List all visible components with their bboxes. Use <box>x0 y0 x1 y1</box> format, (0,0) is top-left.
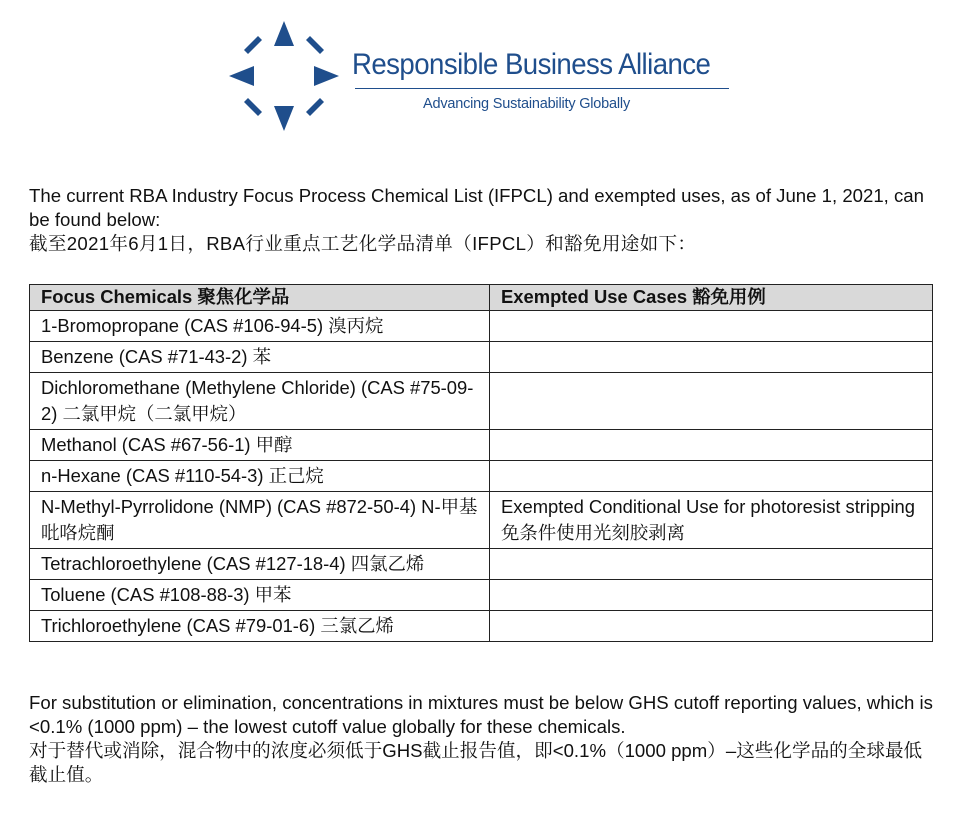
exemption-cell <box>490 611 933 642</box>
exemption-cell <box>490 580 933 611</box>
chemical-cell: Trichloroethylene (CAS #79-01-6) 三氯乙烯 <box>30 611 490 642</box>
chemical-cell: Benzene (CAS #71-43-2) 苯 <box>30 342 490 373</box>
rba-compass-logo-icon <box>228 20 340 132</box>
exemption-cell <box>490 342 933 373</box>
exemption-cell: Exempted Conditional Use for photoresist stripping 免条件使用光刻胶剥离 <box>490 492 933 549</box>
chemical-cell: Toluene (CAS #108-88-3) 甲苯 <box>30 580 490 611</box>
exemption-cell <box>490 549 933 580</box>
chemical-cell: Methanol (CAS #67-56-1) 甲醇 <box>30 430 490 461</box>
footer-note <box>29 691 934 787</box>
chemical-cell: N-Methyl-Pyrrolidone (NMP) (CAS #872-50-4) N-甲基吡咯烷酮 <box>30 492 490 549</box>
chemical-cell: Tetrachloroethylene (CAS #127-18-4) 四氯乙烯 <box>30 549 490 580</box>
intro-english: The current RBA Industry Focus Process Chemical List (IFPCL) and exempted uses, as of June 1, 2021, can be found below: <box>29 185 924 230</box>
table-row <box>30 611 933 642</box>
brand-name: Responsible Business Alliance <box>352 48 711 81</box>
intro-section <box>29 184 934 256</box>
exemption-cell <box>490 373 933 430</box>
table-row <box>30 492 933 549</box>
chemical-cell: 1-Bromopropane (CAS #106-94-5) 溴丙烷 <box>30 311 490 342</box>
focus-chemicals-table <box>29 284 933 642</box>
table-row <box>30 549 933 580</box>
footer-english: For substitution or elimination, concentrations in mixtures must be below GHS cutoff reporting values, which is <0.1% (1000 ppm) – the lowest cutoff value globally for these chemicals. <box>29 692 933 737</box>
table-row <box>30 311 933 342</box>
footer-chinese: 对于替代或消除，混合物中的浓度必须低于GHS截止报告值，即<0.1%（1000 ppm）–这些化学品的全球最低截止值。 <box>29 740 923 785</box>
exemption-cell <box>490 311 933 342</box>
table-row <box>30 373 933 430</box>
brand-divider <box>355 88 729 89</box>
table-row <box>30 342 933 373</box>
exemption-cell <box>490 430 933 461</box>
table-row <box>30 461 933 492</box>
brand-tagline: Advancing Sustainability Globally <box>423 96 630 112</box>
chemical-cell: Dichloromethane (Methylene Chloride) (CAS #75-09-2) 二氯甲烷（二氯甲烷） <box>30 373 490 430</box>
exemption-cell <box>490 461 933 492</box>
intro-chinese: 截至2021年6月1日，RBA行业重点工艺化学品清单（IFPCL）和豁免用途如下： <box>29 233 697 254</box>
table-row <box>30 430 933 461</box>
column-header-exempted-use-cases: Exempted Use Cases 豁免用例 <box>490 285 933 311</box>
table-row <box>30 580 933 611</box>
chemical-cell: n-Hexane (CAS #110-54-3) 正己烷 <box>30 461 490 492</box>
column-header-focus-chemicals: Focus Chemicals 聚焦化学品 <box>30 285 490 311</box>
table-header-row <box>30 285 933 311</box>
